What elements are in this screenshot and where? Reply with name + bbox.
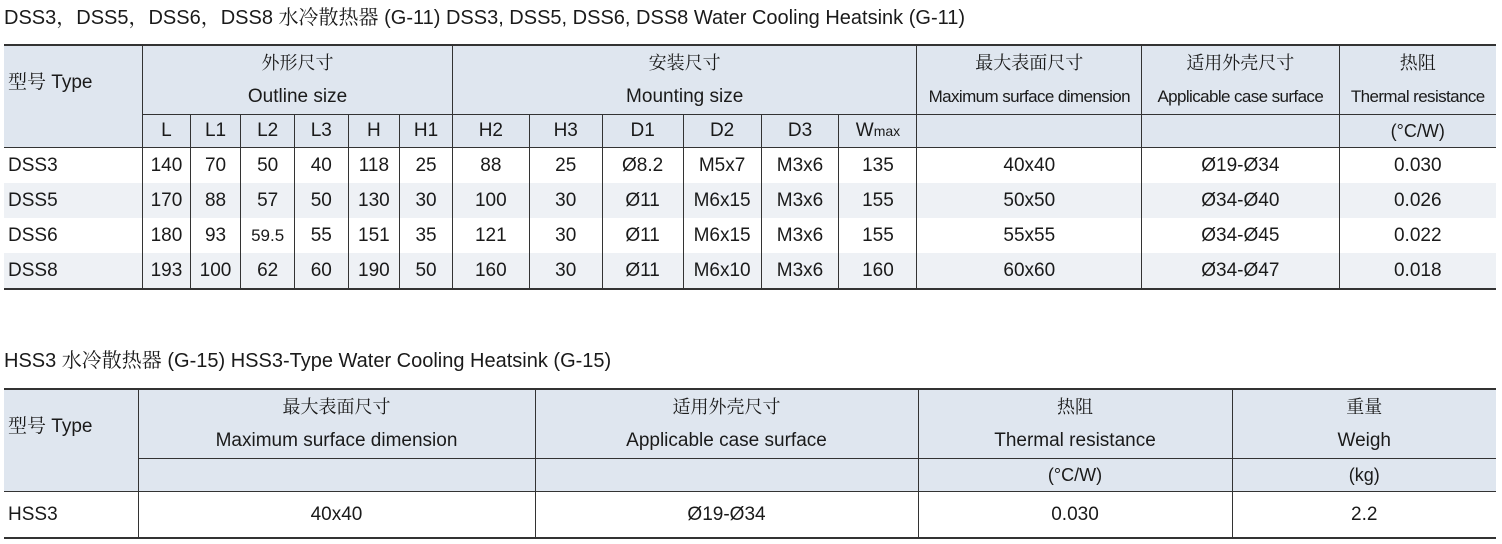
cell-max-surface: 50x50 xyxy=(917,183,1142,218)
dss-table-title: DSS3，DSS5，DSS6，DSS8 水冷散热器 (G-11) DSS3, DSS5, DSS6, DSS8 Water Cooling Heatsink (G-11) xyxy=(4,7,966,29)
cell-h1: 30 xyxy=(400,183,453,218)
cell-model: DSS3 xyxy=(4,148,143,184)
subheader-h3: H3 xyxy=(529,115,602,148)
cell-l3: 60 xyxy=(294,253,348,289)
max-surface-header-en: Maximum surface dimension xyxy=(138,424,535,459)
cell-h3: 30 xyxy=(529,218,602,253)
cell-h1: 35 xyxy=(400,218,453,253)
cell-thermal: 0.030 xyxy=(918,492,1232,539)
model-type-header: 型号 Type xyxy=(4,389,138,459)
cell-case-surface: Ø34-Ø47 xyxy=(1142,253,1339,289)
subheader-blank-case xyxy=(535,459,918,492)
max-surface-header-zh: 最大表面尺寸 xyxy=(138,389,535,424)
cell-h2: 88 xyxy=(452,148,529,184)
subheader-blank xyxy=(4,115,143,148)
subheader-l2: L2 xyxy=(241,115,295,148)
subheader-wmax xyxy=(839,115,917,148)
cell-max-surface: 40x40 xyxy=(917,148,1142,184)
thermal-resistance-header-en: Thermal resistance xyxy=(1339,80,1496,115)
cell-model: DSS6 xyxy=(4,218,143,253)
cell-h3: 30 xyxy=(529,183,602,218)
hss-spec-table xyxy=(4,388,1496,539)
cell-l3: 55 xyxy=(294,218,348,253)
max-surface-header-en: Maximum surface dimension xyxy=(917,80,1142,115)
subheader-blank-max xyxy=(138,459,535,492)
subheader-weight-unit: (kg) xyxy=(1232,459,1496,492)
cell-h: 190 xyxy=(348,253,400,289)
cell-d2: M6x10 xyxy=(683,253,761,289)
cell-l: 140 xyxy=(143,148,191,184)
cell-model: DSS8 xyxy=(4,253,143,289)
cell-d2: M6x15 xyxy=(683,183,761,218)
table-row xyxy=(4,183,1496,218)
cell-thermal: 0.018 xyxy=(1339,253,1496,289)
cell-case-surface: Ø19-Ø34 xyxy=(535,492,918,539)
thermal-resistance-header-zh: 热阻 xyxy=(1339,45,1496,80)
outline-size-header-zh: 外形尺寸 xyxy=(143,45,453,80)
cell-max-surface: 60x60 xyxy=(917,253,1142,289)
subheader-h1: H1 xyxy=(400,115,453,148)
cell-thermal: 0.026 xyxy=(1339,183,1496,218)
subheader-blank xyxy=(4,459,138,492)
subheader-h2: H2 xyxy=(452,115,529,148)
cell-d3: M3x6 xyxy=(761,218,839,253)
cell-case-surface: Ø34-Ø45 xyxy=(1142,218,1339,253)
cell-weight: 2.2 xyxy=(1232,492,1496,539)
subheader-w-sub: max xyxy=(873,123,901,139)
cell-h2: 100 xyxy=(452,183,529,218)
thermal-resistance-header-en: Thermal resistance xyxy=(918,424,1232,459)
cell-wmax: 155 xyxy=(839,218,917,253)
case-surface-header-zh: 适用外壳尺寸 xyxy=(535,389,918,424)
model-type-header: 型号 Type xyxy=(4,45,143,115)
table-row xyxy=(4,218,1496,253)
cell-d1: Ø11 xyxy=(602,218,683,253)
subheader-l3: L3 xyxy=(294,115,348,148)
cell-d1: Ø11 xyxy=(602,183,683,218)
cell-d2: M5x7 xyxy=(683,148,761,184)
cell-h1: 50 xyxy=(400,253,453,289)
cell-h1: 25 xyxy=(400,148,453,184)
cell-case-surface: Ø34-Ø40 xyxy=(1142,183,1339,218)
cell-d3: M3x6 xyxy=(761,148,839,184)
cell-l2: 57 xyxy=(241,183,295,218)
dss-spec-table xyxy=(4,44,1496,290)
table-row xyxy=(4,492,1496,539)
cell-thermal: 0.030 xyxy=(1339,148,1496,184)
weight-header-en: Weigh xyxy=(1232,424,1496,459)
cell-d2: M6x15 xyxy=(683,218,761,253)
subheader-h: H xyxy=(348,115,400,148)
cell-model: HSS3 xyxy=(4,492,138,539)
subheader-blank-case xyxy=(1142,115,1339,148)
cell-d3: M3x6 xyxy=(761,253,839,289)
case-surface-header-en: Applicable case surface xyxy=(1142,80,1339,115)
cell-thermal: 0.022 xyxy=(1339,218,1496,253)
subheader-w: W xyxy=(855,120,874,141)
cell-l2: 59.5 xyxy=(241,218,295,253)
cell-h3: 25 xyxy=(529,148,602,184)
subheader-d2: D2 xyxy=(683,115,761,148)
cell-l1: 70 xyxy=(190,148,241,184)
subheader-blank-max xyxy=(917,115,1142,148)
cell-max-surface: 40x40 xyxy=(138,492,535,539)
thermal-resistance-header-zh: 热阻 xyxy=(918,389,1232,424)
cell-h2: 160 xyxy=(452,253,529,289)
cell-h: 151 xyxy=(348,218,400,253)
cell-d1: Ø11 xyxy=(602,253,683,289)
weight-header-zh: 重量 xyxy=(1232,389,1496,424)
cell-l3: 50 xyxy=(294,183,348,218)
cell-h: 130 xyxy=(348,183,400,218)
cell-l: 193 xyxy=(143,253,191,289)
case-surface-header-zh: 适用外壳尺寸 xyxy=(1142,45,1339,80)
cell-model: DSS5 xyxy=(4,183,143,218)
subheader-l1: L1 xyxy=(190,115,241,148)
mounting-size-header-zh: 安装尺寸 xyxy=(452,45,917,80)
cell-h: 118 xyxy=(348,148,400,184)
cell-wmax: 160 xyxy=(839,253,917,289)
cell-l3: 40 xyxy=(294,148,348,184)
cell-case-surface: Ø19-Ø34 xyxy=(1142,148,1339,184)
cell-max-surface: 55x55 xyxy=(917,218,1142,253)
cell-d1: Ø8.2 xyxy=(602,148,683,184)
cell-wmax: 155 xyxy=(839,183,917,218)
subheader-l: L xyxy=(143,115,191,148)
case-surface-header-en: Applicable case surface xyxy=(535,424,918,459)
table-row xyxy=(4,148,1496,184)
cell-l: 170 xyxy=(143,183,191,218)
mounting-size-header-en: Mounting size xyxy=(452,80,917,115)
cell-d3: M3x6 xyxy=(761,183,839,218)
hss-table-title: HSS3 水冷散热器 (G-15) HSS3-Type Water Cooling Heatsink (G-15) xyxy=(4,350,612,372)
max-surface-header-zh: 最大表面尺寸 xyxy=(917,45,1142,80)
cell-l: 180 xyxy=(143,218,191,253)
table-row xyxy=(4,253,1496,289)
cell-wmax: 135 xyxy=(839,148,917,184)
subheader-d1: D1 xyxy=(602,115,683,148)
cell-h3: 30 xyxy=(529,253,602,289)
cell-l2: 62 xyxy=(241,253,295,289)
cell-l2: 50 xyxy=(241,148,295,184)
cell-l1: 88 xyxy=(190,183,241,218)
subheader-thermal-unit: (°C/W) xyxy=(1339,115,1496,148)
outline-size-header-en: Outline size xyxy=(143,80,453,115)
cell-l1: 93 xyxy=(190,218,241,253)
subheader-d3: D3 xyxy=(761,115,839,148)
cell-h2: 121 xyxy=(452,218,529,253)
cell-l1: 100 xyxy=(190,253,241,289)
subheader-thermal-unit: (°C/W) xyxy=(918,459,1232,492)
